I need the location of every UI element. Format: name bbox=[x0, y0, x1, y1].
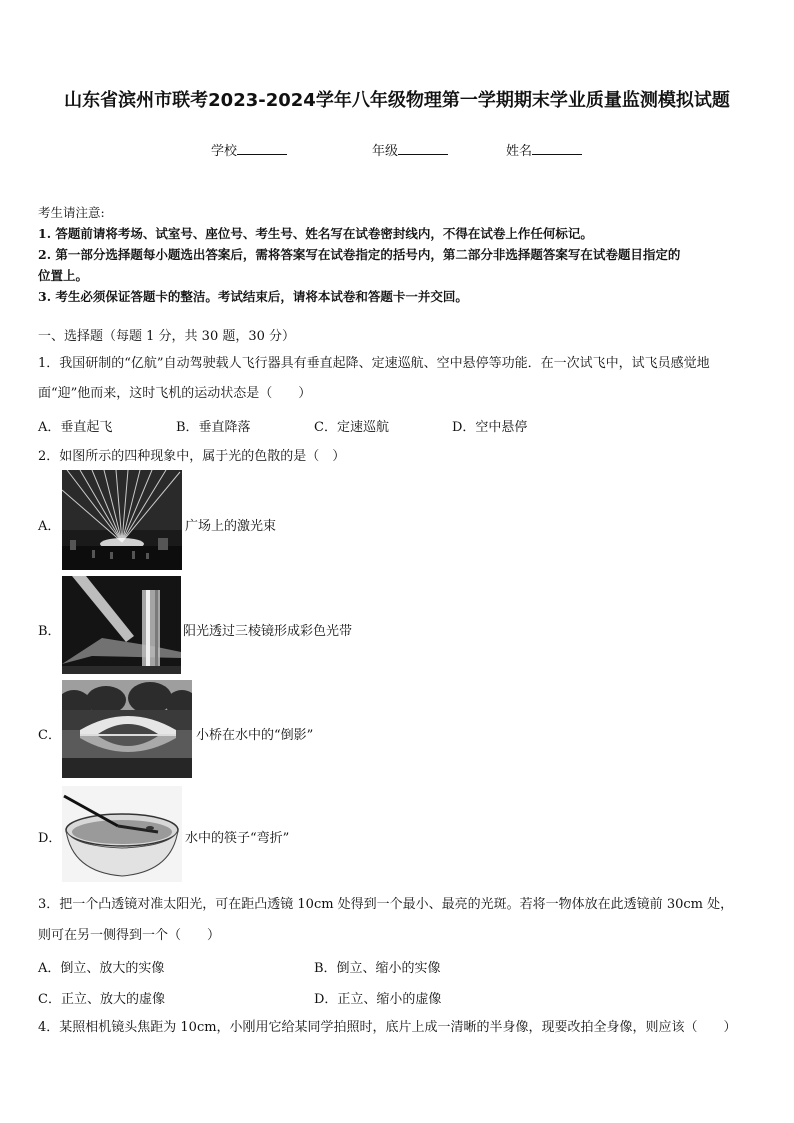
name-blank[interactable] bbox=[532, 142, 582, 155]
q2-option-d-label[interactable]: D． bbox=[38, 831, 62, 846]
q2-option-a-caption: 广场上的激光束 bbox=[185, 519, 277, 534]
prism-icon bbox=[62, 576, 181, 674]
q2-option-b-caption: 阳光透过三棱镜形成彩色光带 bbox=[183, 624, 353, 639]
notice-item: 1. 答题前请将考场、试室号、座位号、考生号、姓名写在试卷密封线内，不得在试卷上作任何标记。 bbox=[38, 226, 593, 241]
q1-option-a[interactable]: A．垂直起飞 bbox=[38, 420, 113, 435]
notice-item: 位置上。 bbox=[38, 268, 89, 283]
notice-item: 3. 考生必须保证答题卡的整洁。考试结束后，请将本试卷和答题卡一并交回。 bbox=[38, 289, 468, 304]
laser-beams-image bbox=[62, 470, 182, 570]
q3-option-b[interactable]: B．倒立、缩小的实像 bbox=[314, 961, 441, 976]
section-heading: 一、选择题（每题 1 分，共 30 题，30 分） bbox=[38, 329, 296, 344]
laser-beams-icon bbox=[62, 470, 182, 570]
grade-field[interactable] bbox=[372, 140, 448, 159]
q2-option-b-label[interactable]: B． bbox=[38, 624, 61, 639]
q3-option-a[interactable]: A．倒立、放大的实像 bbox=[38, 961, 165, 976]
bridge-icon bbox=[62, 680, 192, 778]
question-1-line-2: 面“迎”他而来，这时飞机的运动状态是（ ） bbox=[38, 386, 312, 401]
bridge-reflection-image bbox=[62, 680, 192, 778]
q2-option-c-label[interactable]: C． bbox=[38, 728, 61, 743]
q1-option-c[interactable]: C．定速巡航 bbox=[314, 420, 389, 435]
name-field[interactable] bbox=[506, 140, 582, 159]
school-blank[interactable] bbox=[237, 142, 287, 155]
name-label: 姓名 bbox=[506, 144, 533, 159]
notice-block bbox=[38, 202, 758, 307]
q2-option-d-caption: 水中的筷子“弯折” bbox=[185, 831, 290, 846]
notice-heading: 考生请注意: bbox=[38, 205, 105, 220]
q2-option-c-caption: 小桥在水中的“倒影” bbox=[196, 728, 314, 743]
grade-blank[interactable] bbox=[398, 142, 448, 155]
q2-option-a-label[interactable]: A． bbox=[38, 519, 61, 534]
q3-option-c[interactable]: C．正立、放大的虚像 bbox=[38, 992, 165, 1007]
prism-light-image bbox=[62, 576, 181, 674]
exam-title: 山东省滨州市联考2023-2024学年八年级物理第一学期期末学业质量监测模拟试题 bbox=[64, 90, 730, 111]
question-2-stem: 2．如图所示的四种现象中，属于光的色散的是（ ） bbox=[38, 449, 346, 464]
school-label: 学校 bbox=[211, 144, 238, 159]
question-4-line-1: 4．某照相机镜头焦距为 10cm，小刚用它给某同学拍照时，底片上成一清晰的半身像，现要改拍全身像，则应该（ ） bbox=[38, 1020, 737, 1035]
question-1-line-1: 1．我国研制的“亿航”自动驾驶载人飞行器具有垂直起降、定速巡航、空中悬停等功能．在一次试飞中，试飞员感觉地 bbox=[38, 356, 710, 371]
q3-option-d[interactable]: D．正立、缩小的虚像 bbox=[314, 992, 442, 1007]
q1-option-d[interactable]: D．空中悬停 bbox=[452, 420, 528, 435]
school-field[interactable] bbox=[211, 140, 287, 159]
grade-label: 年级 bbox=[372, 144, 399, 159]
question-3-line-1: 3．把一个凸透镜对准太阳光，可在距凸透镜 10cm 处得到一个最小、最亮的光斑。若将一物体放在此透镜前 30cm 处， bbox=[38, 897, 734, 912]
chopsticks-icon bbox=[62, 786, 182, 882]
question-3-line-2: 则可在另一侧得到一个（ ） bbox=[38, 928, 221, 943]
q1-option-b[interactable]: B．垂直降落 bbox=[176, 420, 251, 435]
chopsticks-bowl-image bbox=[62, 786, 182, 882]
notice-item: 2. 第一部分选择题每小题选出答案后，需将答案写在试卷指定的括号内，第二部分非选择题答案写在试卷题目指定的 bbox=[38, 247, 681, 262]
